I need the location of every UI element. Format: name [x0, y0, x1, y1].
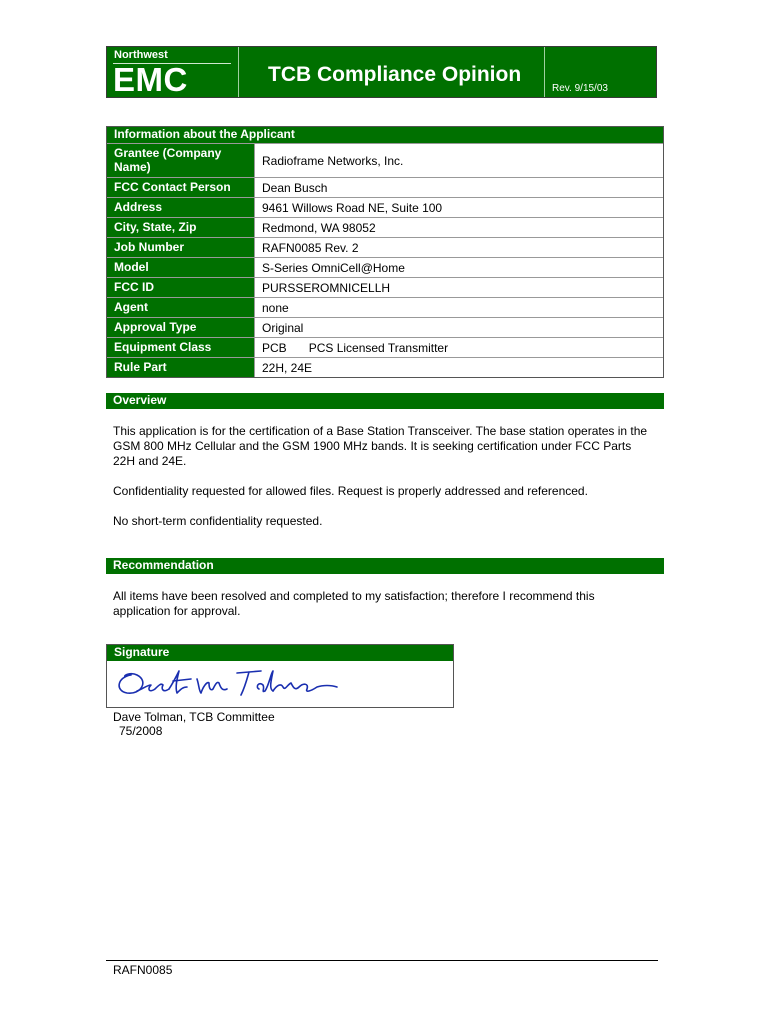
signer-name: Dave Tolman, TCB Committee	[113, 710, 275, 724]
brand-small: Northwest	[114, 49, 168, 61]
row-value: Dean Busch	[254, 178, 663, 197]
row-value: Radioframe Networks, Inc.	[254, 144, 663, 177]
equipment-class-desc: PCS Licensed Transmitter	[308, 340, 449, 355]
recommendation-section-title: Recommendation	[106, 558, 664, 574]
handwritten-signature	[113, 663, 353, 703]
recommendation-text: All items have been resolved and completed to my satisfaction; therefore I recommend this application for approval.	[113, 589, 595, 618]
row-label: Approval Type	[107, 318, 254, 337]
equipment-class-code: PCB	[262, 340, 287, 355]
page-title: TCB Compliance Opinion	[268, 63, 522, 86]
overview-paragraph-2: Confidentiality requested for allowed files. Request is properly addressed and referenced.	[113, 484, 588, 498]
signature-box	[106, 644, 454, 708]
table-row	[107, 217, 663, 237]
header-banner	[106, 46, 657, 98]
signature-date: 75/2008	[119, 724, 163, 738]
row-label: FCC ID	[107, 278, 254, 297]
row-label: Equipment Class	[107, 338, 254, 357]
overview-paragraph-3: No short-term confidentiality requested.	[113, 514, 323, 528]
table-row	[107, 337, 663, 357]
row-value: Original	[254, 318, 663, 337]
row-label: FCC Contact Person	[107, 178, 254, 197]
row-value: PURSSEROMNICELLH	[254, 278, 663, 297]
row-value: RAFN0085 Rev. 2	[254, 238, 663, 257]
table-row	[107, 357, 663, 377]
table-row	[107, 317, 663, 337]
row-value: none	[254, 298, 663, 317]
footer-divider	[106, 960, 658, 961]
table-row	[107, 143, 663, 177]
row-label: City, State, Zip	[107, 218, 254, 237]
row-label: Grantee (Company Name)	[107, 144, 254, 177]
revision-label: Rev. 9/15/03	[552, 83, 608, 94]
row-value: 22H, 24E	[254, 358, 663, 377]
page-title-cell	[238, 47, 545, 97]
row-label: Address	[107, 198, 254, 217]
footer-doc-id: RAFN0085	[113, 963, 173, 977]
brand-block	[107, 47, 239, 97]
table-row	[107, 177, 663, 197]
row-label: Model	[107, 258, 254, 277]
table-row	[107, 297, 663, 317]
row-label: Agent	[107, 298, 254, 317]
row-value: Redmond, WA 98052	[254, 218, 663, 237]
row-value: 9461 Willows Road NE, Suite 100	[254, 198, 663, 217]
signature-section-title: Signature	[107, 645, 453, 661]
overview-section-title: Overview	[106, 393, 664, 409]
overview-paragraph-1: This application is for the certification of a Base Station Transceiver. The base station operates in the GSM 800 MHz Cellular and the GSM 1900 MHz bands. It is seeking certification under FCC Parts 22H and 24E.	[113, 424, 648, 468]
row-label: Rule Part	[107, 358, 254, 377]
row-value: S-Series OmniCell@Home	[254, 258, 663, 277]
table-row	[107, 197, 663, 217]
applicant-section-title: Information about the Applicant	[107, 127, 663, 143]
row-value	[254, 338, 663, 357]
applicant-table	[106, 126, 664, 378]
table-row	[107, 257, 663, 277]
table-row	[107, 277, 663, 297]
table-row	[107, 237, 663, 257]
row-label: Job Number	[107, 238, 254, 257]
brand-logo-text: EMC	[113, 61, 188, 98]
